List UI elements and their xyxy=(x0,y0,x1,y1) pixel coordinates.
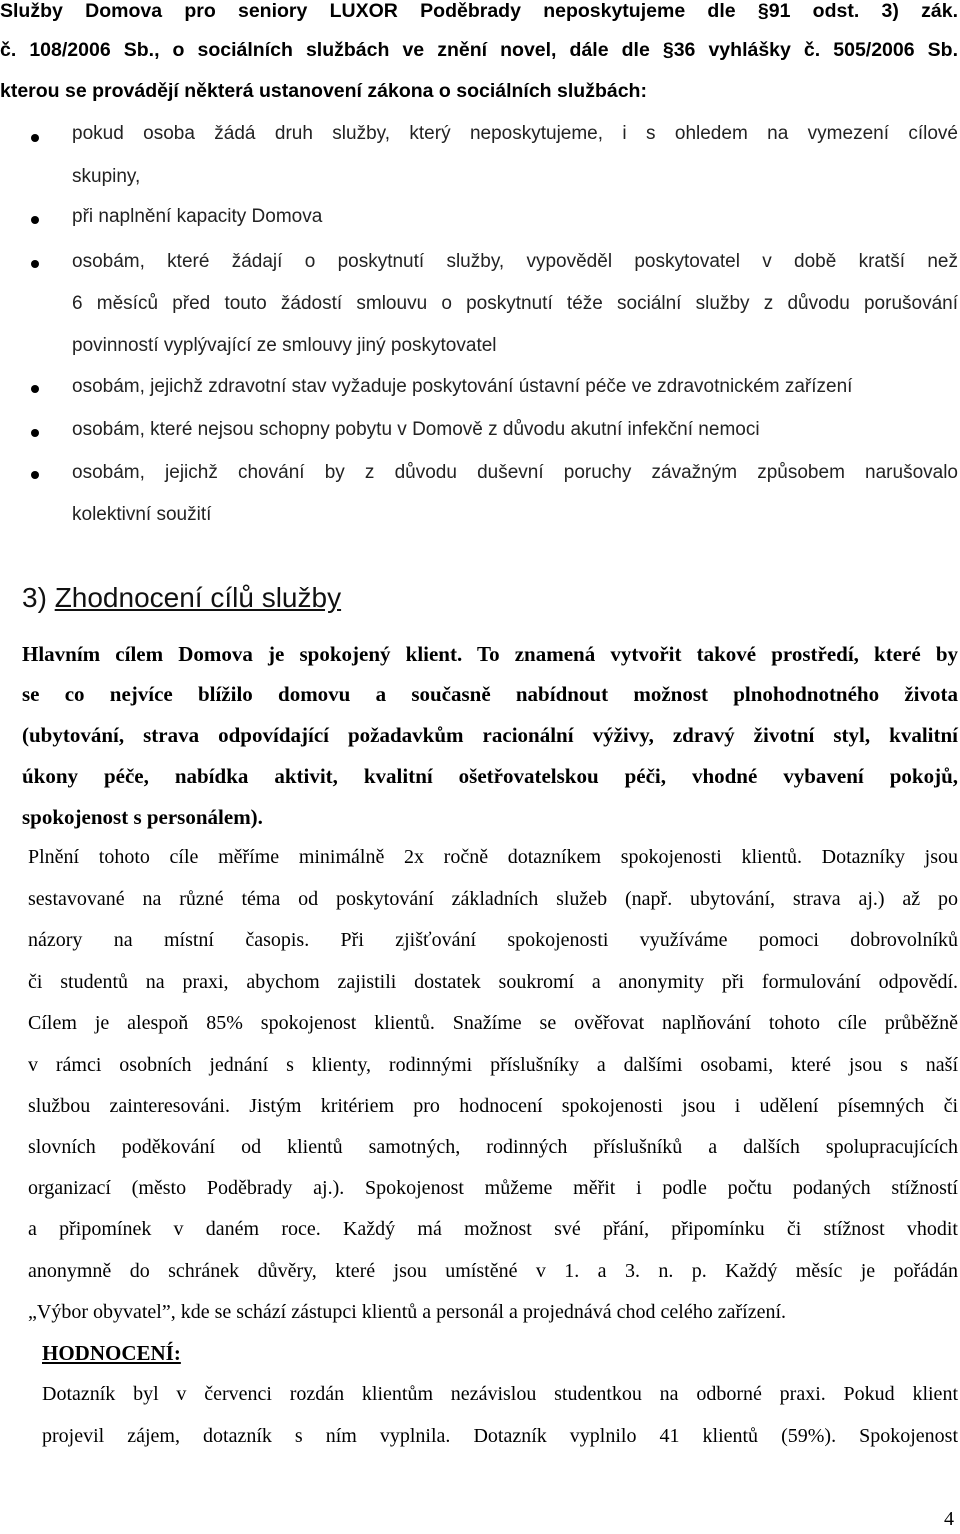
section-number: 3) xyxy=(22,582,47,613)
paragraph-line: či studentů na praxi, abychom zajistili dostatek soukromí a anonymity při formulování odpovědí. xyxy=(28,971,958,993)
bullet-item-line: osobám, které žádají o poskytnutí služby, vypověděl poskytovatel v době kratší než xyxy=(72,251,958,272)
evaluation-heading: HODNOCENÍ: xyxy=(42,1341,181,1365)
bullet-dot-icon xyxy=(31,134,39,142)
bullet-dot-icon xyxy=(31,385,39,393)
intro-line: kterou se provádějí některá ustanovení zákona o sociálních službách: xyxy=(0,80,647,102)
bullet-item-line: osobám, které nejsou schopny pobytu v Domově z důvodu akutní infekční nemoci xyxy=(72,419,760,440)
paragraph-line: slovních poděkování od klientů samotných, rodinných příslušníků a dalších spolupracujících xyxy=(28,1136,958,1158)
evaluation-line: Dotazník byl v červenci rozdán klientům nezávislou studentkou na odborné praxi. Pokud klient xyxy=(42,1383,958,1405)
paragraph-line: sestavované na různé téma od poskytování základních služeb (např. ubytování, strava aj.) až po xyxy=(28,888,958,910)
goal-line: úkony péče, nabídka aktivit, kvalitní ošetřovatelskou péči, vhodné vybavení pokojů, xyxy=(22,764,958,788)
bullet-item-line: povinností vyplývající ze smlouvy jiný poskytovatel xyxy=(72,335,497,356)
bullet-dot-icon xyxy=(31,471,39,479)
intro-line: Služby Domova pro seniory LUXOR Poděbrady neposkytujeme dle §91 odst. 3) zák. xyxy=(0,0,958,22)
bullet-dot-icon xyxy=(31,429,39,437)
evaluation-line: projevil zájem, dotazník s ním vyplnila. Dotazník vyplnilo 41 klientů (59%). Spokojenost xyxy=(42,1425,958,1447)
bullet-item-line: při naplnění kapacity Domova xyxy=(72,206,323,227)
bullet-item-line: osobám, jejichž zdravotní stav vyžaduje poskytování ústavní péče ve zdravotnickém zařízení xyxy=(72,376,853,397)
section-title: Zhodnocení cílů služby xyxy=(54,582,342,613)
intro-line: č. 108/2006 Sb., o sociálních službách ve znění novel, dále dle §36 vyhlášky č. 505/2006 Sb. xyxy=(0,39,958,61)
section-heading xyxy=(22,582,341,614)
paragraph-line: Cílem je alespoň 85% spokojenost klientů. Snažíme se ověřovat naplňování tohoto cíle průběžně xyxy=(28,1012,958,1034)
page-number: 4 xyxy=(944,1508,954,1530)
goal-line: spokojenost s personálem). xyxy=(22,805,263,829)
paragraph-line: anonymně do schránek důvěry, které jsou umístěné v 1. a 3. n. p. Každý měsíc je pořádán xyxy=(28,1260,958,1282)
paragraph-line: organizací (město Poděbrady aj.). Spokojenost můžeme měřit i podle počtu podaných stížností xyxy=(28,1177,958,1199)
bullet-item-line: skupiny, xyxy=(72,166,141,187)
paragraph-line: službou zainteresováni. Jistým kritériem pro hodnocení spokojenosti jsou i udělení písemných či xyxy=(28,1095,958,1117)
bullet-item-line: osobám, jejichž chování by z důvodu duševní poruchy závažným způsobem narušovalo xyxy=(72,462,958,483)
paragraph-line: v rámci osobních jednání s klienty, rodinnými příslušníky a dalšími osobami, které jsou s naší xyxy=(28,1054,958,1076)
paragraph-line: Plnění tohoto cíle měříme minimálně 2x ročně dotazníkem spokojenosti klientů. Dotazníky jsou xyxy=(28,846,958,868)
paragraph-line: názory na místní časopis. Při zjišťování spokojenosti využíváme pomoci dobrovolníků xyxy=(28,929,958,951)
paragraph-line: a připomínek v daném roce. Každý má možnost své přání, připomínku či stížnost vhodit xyxy=(28,1218,958,1240)
goal-line: (ubytování, strava odpovídající požadavkům racionální výživy, zdravý životní styl, kvalitní xyxy=(22,723,958,747)
bullet-item-line: kolektivní soužití xyxy=(72,504,212,525)
goal-line: se co nejvíce blížilo domovu a současně nabídnout možnost plnohodnotného života xyxy=(22,682,958,706)
bullet-dot-icon xyxy=(31,260,39,268)
goal-line: Hlavním cílem Domova je spokojený klient. To znamená vytvořit takové prostředí, které by xyxy=(22,642,958,666)
bullet-dot-icon xyxy=(31,216,39,224)
bullet-item-line: 6 měsíců před touto žádostí smlouvu o poskytnutí téže sociální služby z důvodu porušování xyxy=(72,293,958,314)
bullet-item-line: pokud osoba žádá druh služby, který neposkytujeme, i s ohledem na vymezení cílové xyxy=(72,123,958,144)
paragraph-line: „Výbor obyvatel”, kde se schází zástupci klientů a personál a projednává chod celého zařízení. xyxy=(28,1301,787,1323)
